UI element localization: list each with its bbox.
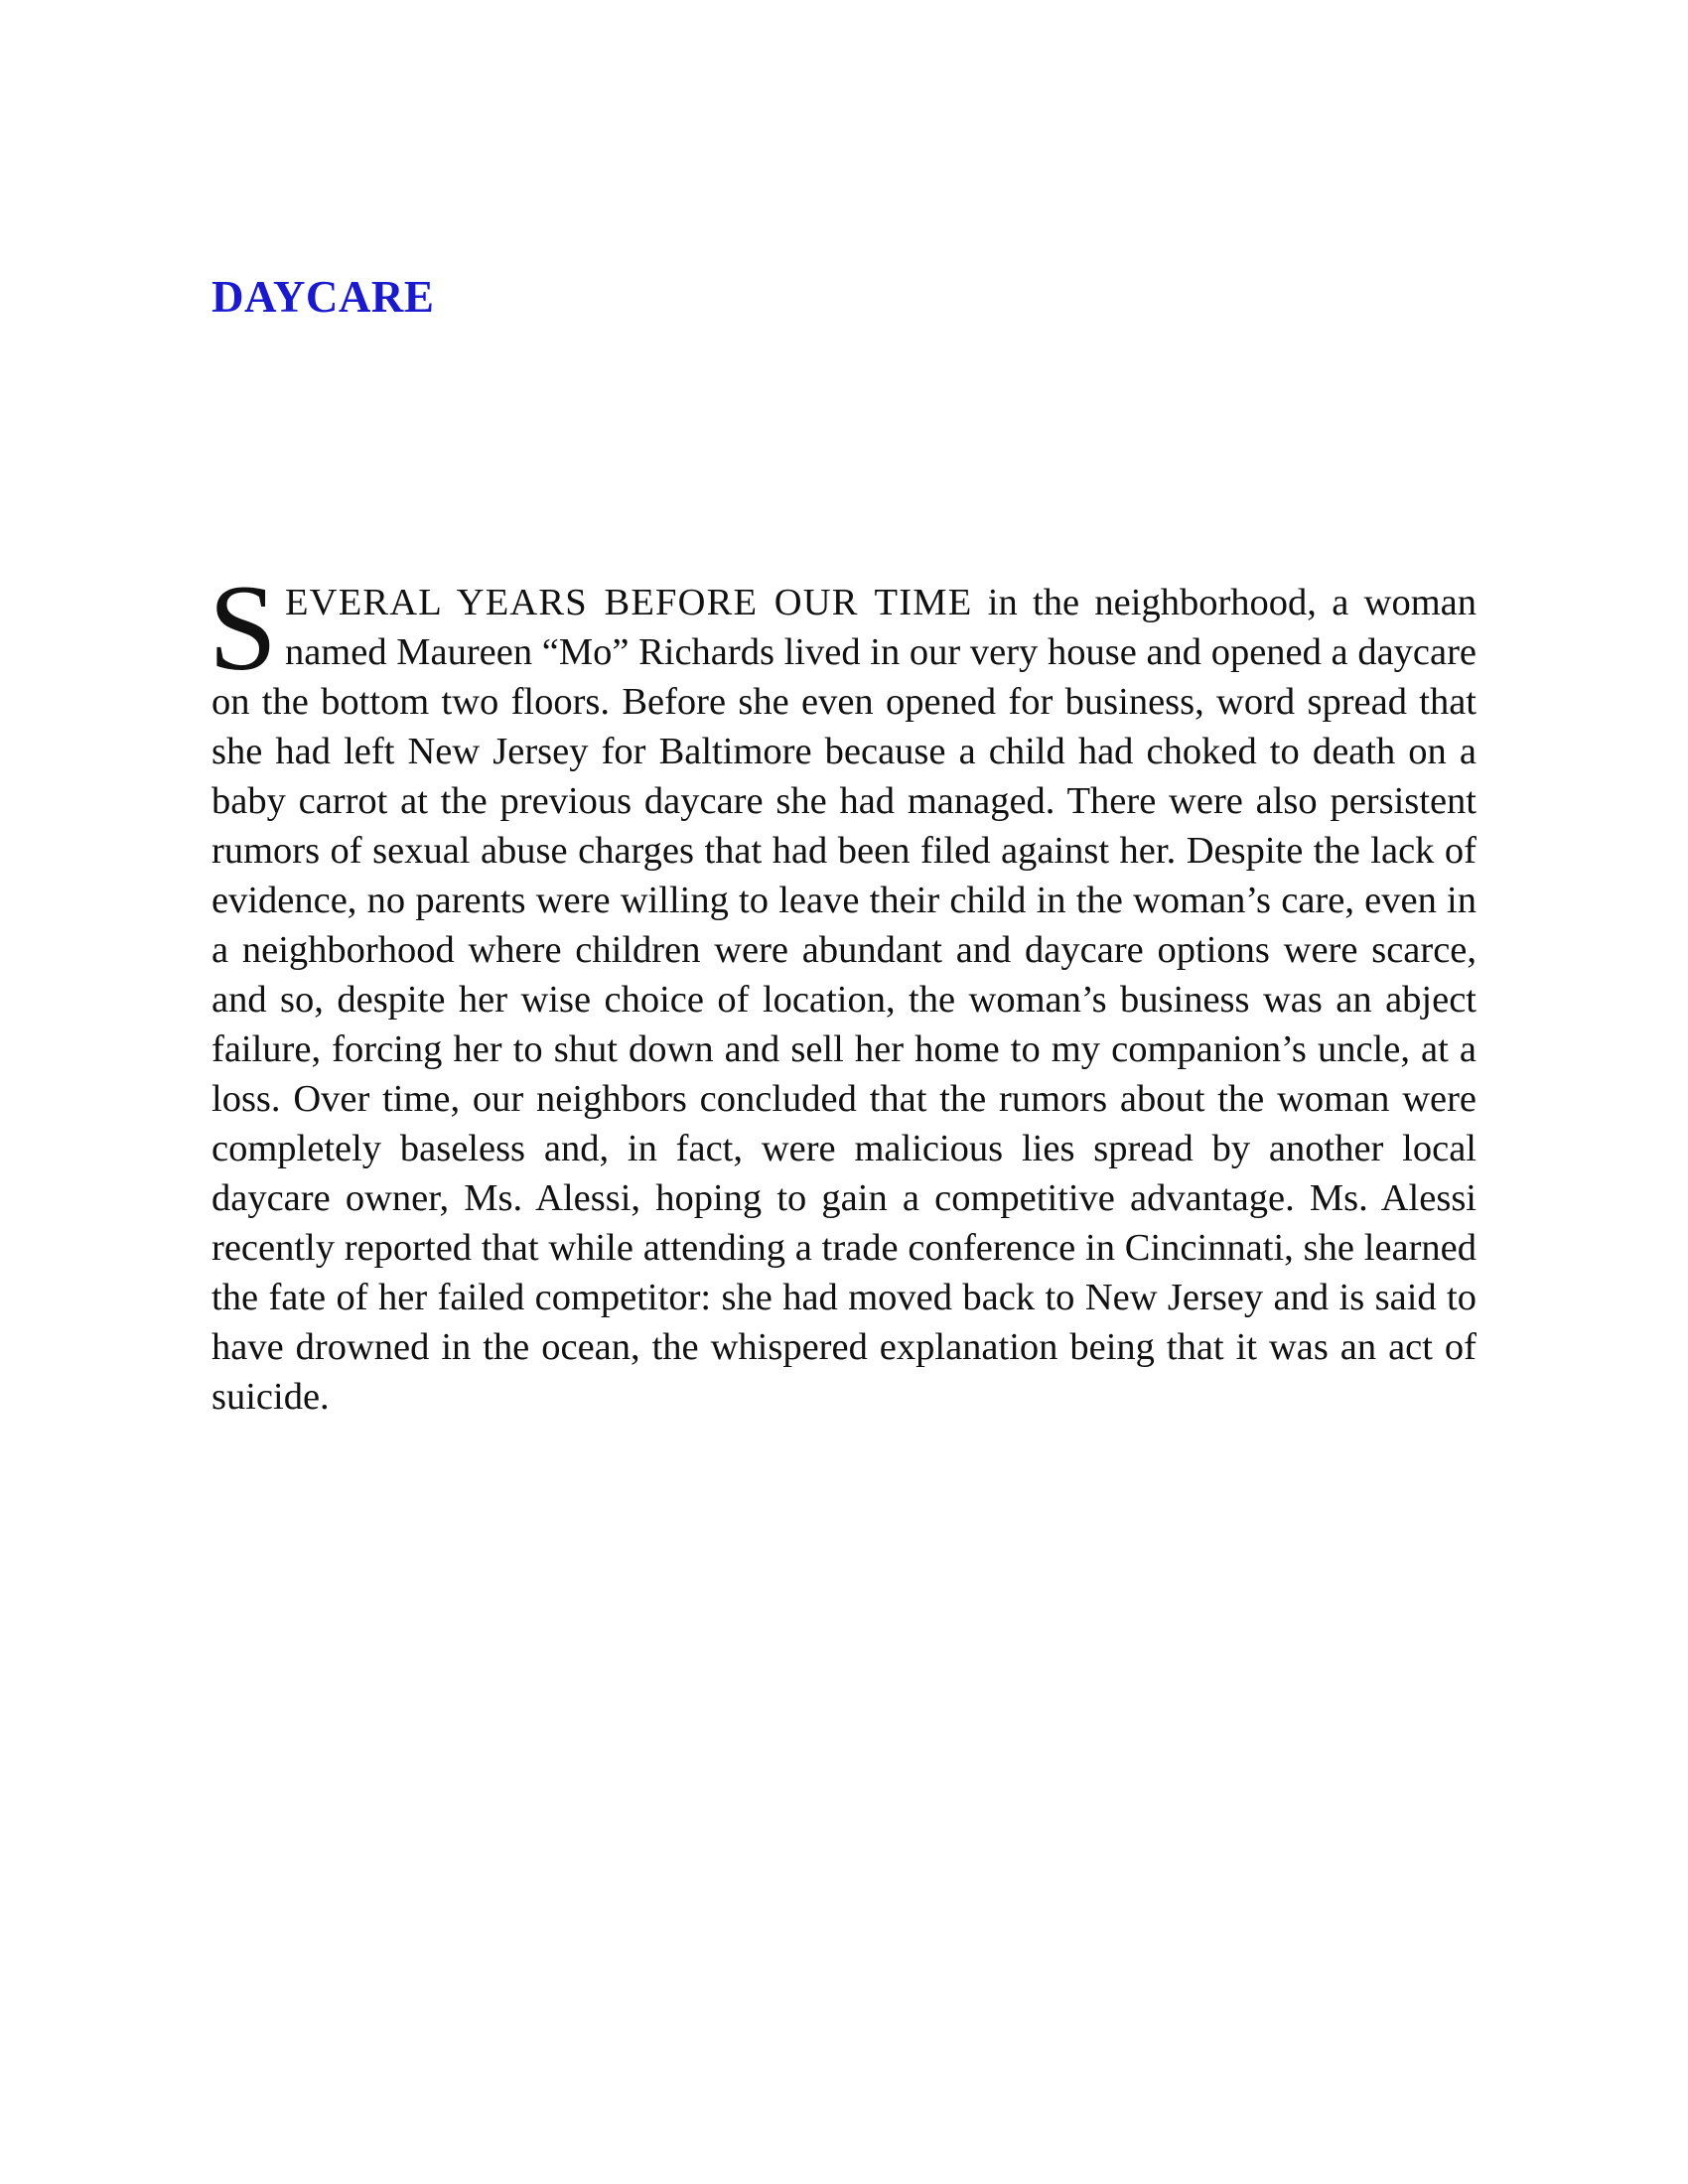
chapter-title: DAYCARE [211, 272, 435, 322]
story-paragraph [209, 560, 1477, 1422]
paragraph-body: in the neighborhood, a woman named Maureen “Mo” Richards lived in our very house and opened a daycare on the bottom two floors. Before she even opened for business, word spread that she had left New Jersey for Baltimore because a child had choked to death on a baby carrot at the previous daycare she had managed. There were also persistent rumors of sexual abuse charges that had been filed against her. Despite the lack of evidence, no parents were willing to leave their child in the woman’s care, even in a neighborhood where children were abundant and daycare options were scarce, and so, despite her wise choice of location, the woman’s business was an abject failure, forcing her to shut down and sell her home to my companion’s uncle, at a loss. Over time, our neighbors concluded that the rumors about the woman were completely baseless and, in fact, were malicious lies spread by another local daycare owner, Ms. Alessi, hoping to gain a competitive advantage. Ms. Alessi recently reported that while attending a trade conference in Cincinnati, she learned the fate of her failed competitor: she had moved back to New Jersey and is said to have drowned in the ocean, the whispered explanation being that it was an act of suicide. [211, 582, 1477, 1418]
drop-cap-letter: S [209, 560, 277, 696]
lead-in-caps: EVERAL YEARS BEFORE OUR TIME [284, 582, 973, 623]
